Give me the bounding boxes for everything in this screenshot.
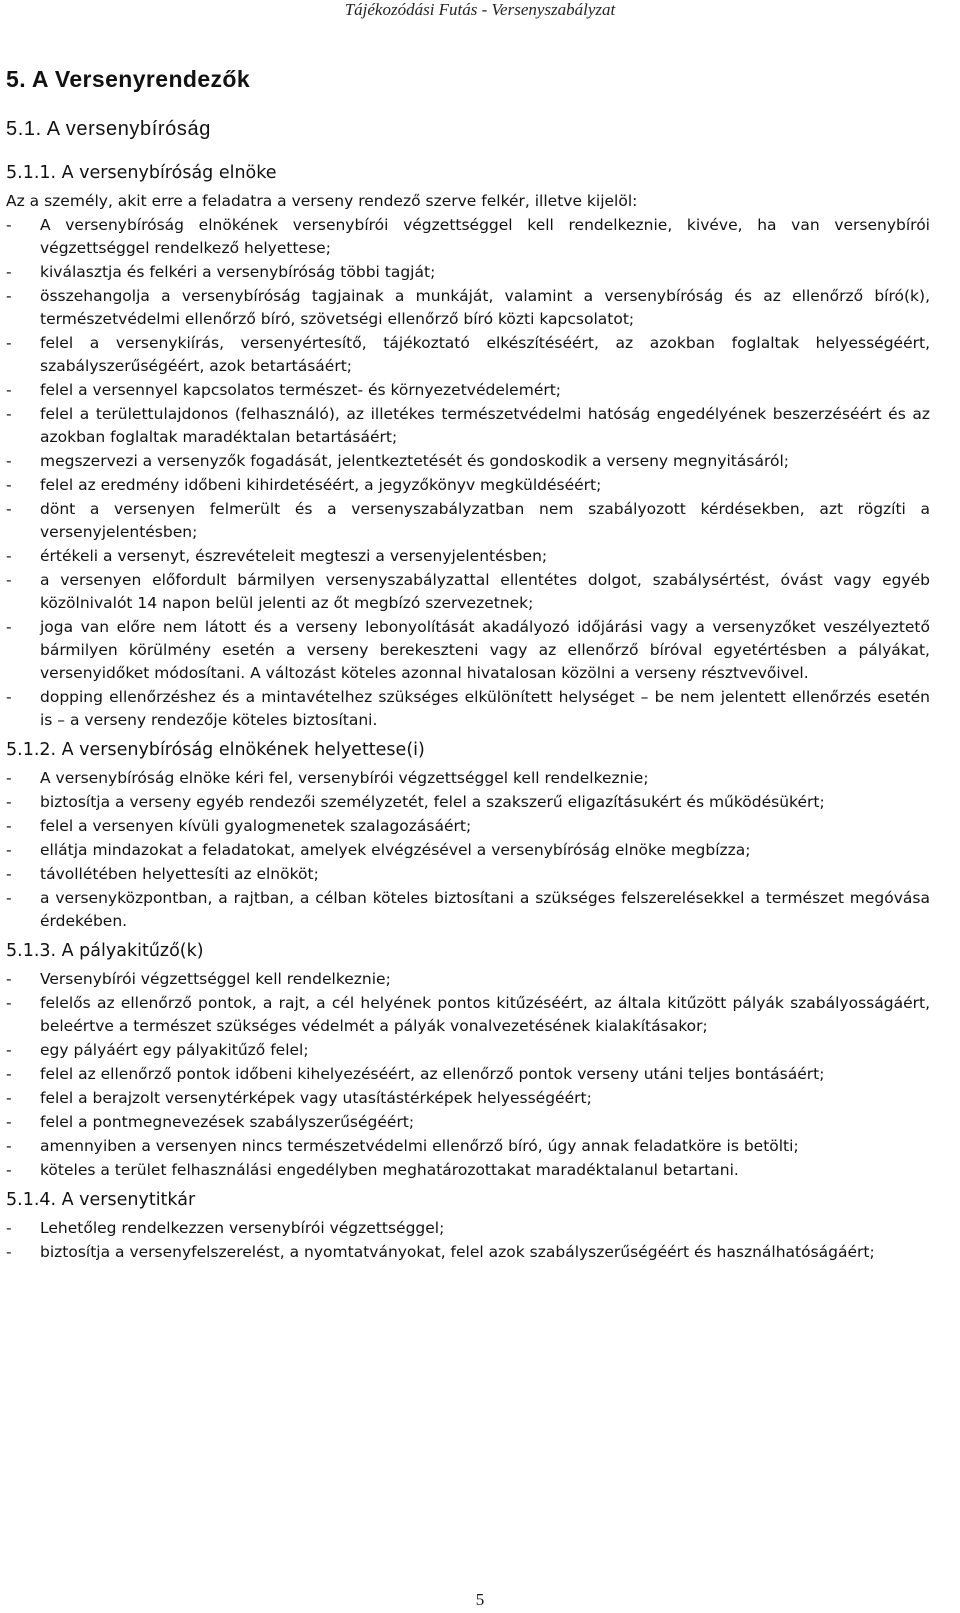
section-intro: Az a személy, akit erre a feladatra a verseny rendező szerve felkér, illetve kijelöl: — [6, 192, 638, 210]
item-list — [6, 968, 930, 1182]
list-item: - távollétében helyettesíti az elnököt; — [6, 863, 930, 886]
list-item: - Versenybírói végzettséggel kell rendelkeznie; — [6, 968, 930, 991]
item-list — [6, 214, 930, 732]
item-list — [6, 1217, 930, 1264]
page-number: 5 — [475, 1590, 485, 1609]
list-item: - A versenybíróság elnöke kéri fel, versenybírói végzettséggel kell rendelkeznie; — [6, 767, 930, 790]
list-item: - felel a versenyen kívüli gyalogmenetek szalagozásáért; — [6, 815, 930, 838]
list-item: - joga van előre nem látott és a verseny lebonyolítását akadályozó időjárási vagy a versenyzőket veszélyeztető bármilyen körülmény esetén a verseny berekeszteni vagy az ellenőrző bíróval egyetértésben a pályákat, versenyidőket módosítani. A változást köteles azonnal hivatalosan közölni a verseny résztvevőivel. — [6, 616, 930, 685]
list-item: - összehangolja a versenybíróság tagjainak a munkáját, valamint a versenybíróság és az ellenőrző bíró(k), természetvédelmi ellenőrző bíró, szövetségi ellenőrző bíró közti kapcsolatot; — [6, 285, 930, 331]
subsection-title: 5.1. A versenybíróság — [6, 118, 211, 140]
list-item: - biztosítja a verseny egyéb rendezői személyzetét, felel a szakszerű eligazításukért és működésükért; — [6, 791, 930, 814]
list-item: - dönt a versenyen felmerült és a versenyszabályzatban nem szabályozott kérdésekben, azt rögzíti a versenyjelentésben; — [6, 498, 930, 544]
section-course-setter — [6, 941, 930, 1182]
list-item: - megszervezi a versenyzők fogadását, jelentkeztetését és gondoskodik a verseny megnyitásáról; — [6, 450, 930, 473]
list-item: - felel a berajzolt versenytérképek vagy utasítástérképek helyességéért; — [6, 1087, 930, 1110]
list-item: - biztosítja a versenyfelszerelést, a nyomtatványokat, felel azok szabályszerűségéért és használhatóságáért; — [6, 1241, 930, 1264]
document-body — [6, 66, 930, 1272]
list-item: - dopping ellenőrzéshez és a mintavételhez szükséges elkülönített helységet – be nem jelentett ellenőrzés esetén is – a verseny rendezője köteles biztosítani. — [6, 686, 930, 732]
list-item: - a versenyközpontban, a rajtban, a célban köteles biztosítani a szükséges felszerelésekkel a természet megóvása érdekében. — [6, 887, 930, 933]
list-item: - a versenyen előfordult bármilyen versenyszabályzattal ellentétes dolgot, szabálysértést, óvást vagy egyéb közölnivalót 14 napon belül jelenti az őt megbízó szervezetnek; — [6, 569, 930, 615]
section-title: 5.1.2. A versenybíróság elnökének helyettese(i) — [6, 740, 425, 760]
running-header: Tájékozódási Futás - Versenyszabályzat — [344, 0, 616, 19]
section-deputy — [6, 740, 930, 933]
section-title: 5.1.1. A versenybíróság elnöke — [6, 163, 277, 183]
list-item: - ellátja mindazokat a feladatokat, amelyek elvégzésével a versenybíróság elnöke megbízza; — [6, 839, 930, 862]
list-item: - felel az ellenőrző pontok időbeni kihelyezéséért, az ellenőrző pontok verseny utáni teljes bontásáért; — [6, 1063, 930, 1086]
section-title: 5.1.4. A versenytitkár — [6, 1190, 196, 1210]
list-item: - felelős az ellenőrző pontok, a rajt, a cél helyének pontos kitűzéséért, az általa kitűzött pályák szabályosságáért, beleértve a természet szükséges védelmét a pályák vonalvezetésének kialakításakor; — [6, 992, 930, 1038]
list-item: - felel a versennyel kapcsolatos természet- és környezetvédelemért; — [6, 379, 930, 402]
list-item: - A versenybíróság elnökének versenybírói végzettséggel kell rendelkeznie, kivéve, ha van versenybírói végzettséggel rendelkező helyettese; — [6, 214, 930, 260]
section-secretary — [6, 1190, 930, 1264]
section-title: 5.1.3. A pályakitűző(k) — [6, 941, 204, 961]
list-item: - felel az eredmény időbeni kihirdetéséért, a jegyzőkönyv megküldéséért; — [6, 474, 930, 497]
list-item: - felel a pontmegnevezések szabályszerűségéért; — [6, 1111, 930, 1134]
list-item: - egy pályáért egy pályakitűző felel; — [6, 1039, 930, 1062]
list-item: - kiválasztja és felkéri a versenybíróság többi tagját; — [6, 261, 930, 284]
section-president — [6, 163, 930, 732]
list-item: - felel a versenykiírás, versenyértesítő, tájékoztató elkészítéséért, az azokban foglaltak helyességéért, szabályszerűségéért, azok betartásáért; — [6, 332, 930, 378]
list-item: - amennyiben a versenyen nincs természetvédelmi ellenőrző bíró, úgy annak feladatköre is betölti; — [6, 1135, 930, 1158]
item-list — [6, 767, 930, 933]
list-item: - értékeli a versenyt, észrevételeit megteszi a versenyjelentésben; — [6, 545, 930, 568]
chapter-title: 5. A Versenyrendezők — [6, 66, 251, 92]
list-item: - köteles a terület felhasználási engedélyben meghatározottakat maradéktalanul betartani. — [6, 1159, 930, 1182]
list-item: - Lehetőleg rendelkezzen versenybírói végzettséggel; — [6, 1217, 930, 1240]
list-item: - felel a területtulajdonos (felhasználó), az illetékes természetvédelmi hatóság engedélyének beszerzéséért és az azokban foglaltak maradéktalan betartásáért; — [6, 403, 930, 449]
